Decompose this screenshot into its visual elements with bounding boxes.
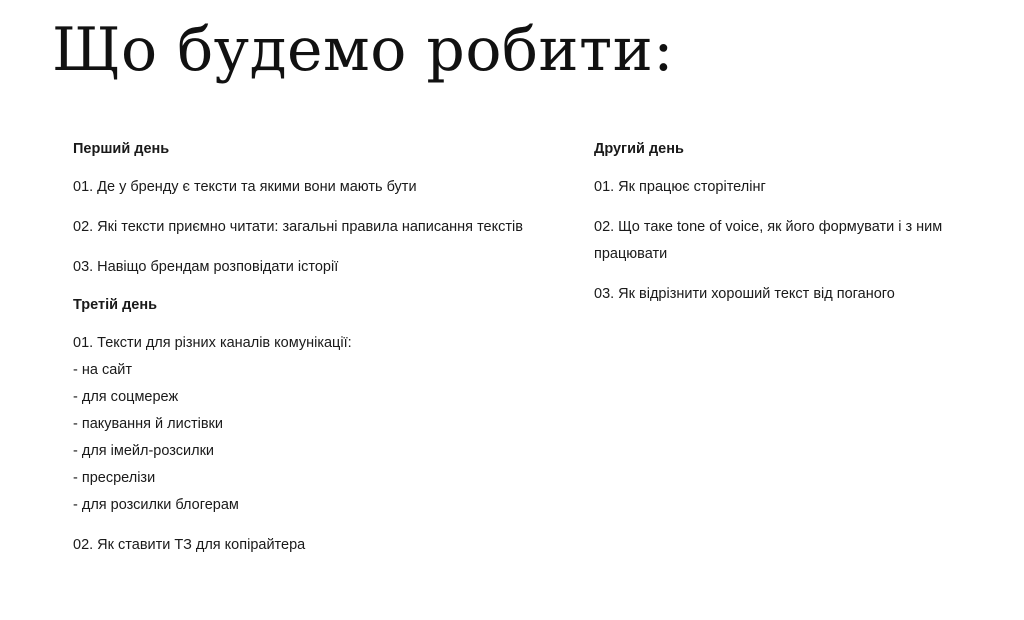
day-three-section	[73, 294, 543, 559]
left-column	[73, 138, 543, 572]
day-three-heading: Третій день	[73, 297, 158, 313]
right-column	[594, 138, 1004, 321]
day-one-item-3: 03. Навіщо брендам розповідати історії	[73, 259, 339, 275]
day-one-heading: Перший день	[73, 141, 170, 157]
day-three-subitem: - на сайт	[73, 362, 133, 378]
day-three-subitem: - для імейл-розсилки	[73, 443, 215, 459]
page-title: Що будемо робити:	[52, 15, 674, 85]
day-two-item-2: 02. Що таке tone of voice, як його формувати і з ним працювати	[594, 219, 943, 262]
day-three-subitem: - пресрелізи	[73, 470, 156, 486]
day-one-section	[73, 138, 543, 281]
day-two-heading: Другий день	[594, 141, 684, 157]
day-three-subitem: - для розсилки блогерам	[73, 497, 239, 513]
day-three-item-1-title: 01. Тексти для різних каналів комунікації:	[73, 335, 352, 351]
day-three-subitem: - пакування й листівки	[73, 416, 223, 432]
day-three-item-2: 02. Як ставити ТЗ для копірайтера	[73, 537, 306, 553]
day-one-item-1: 01. Де у бренду є тексти та якими вони мають бути	[73, 179, 417, 195]
day-three-item-1	[73, 330, 543, 519]
day-two-item-3: 03. Як відрізнити хороший текст від поганого	[594, 286, 895, 302]
day-two-section	[594, 138, 1004, 308]
day-two-item-1: 01. Як працює сторітелінг	[594, 179, 766, 195]
day-one-item-2: 02. Які тексти приємно читати: загальні правила написання текстів	[73, 219, 523, 235]
day-three-subitem: - для соцмереж	[73, 389, 179, 405]
